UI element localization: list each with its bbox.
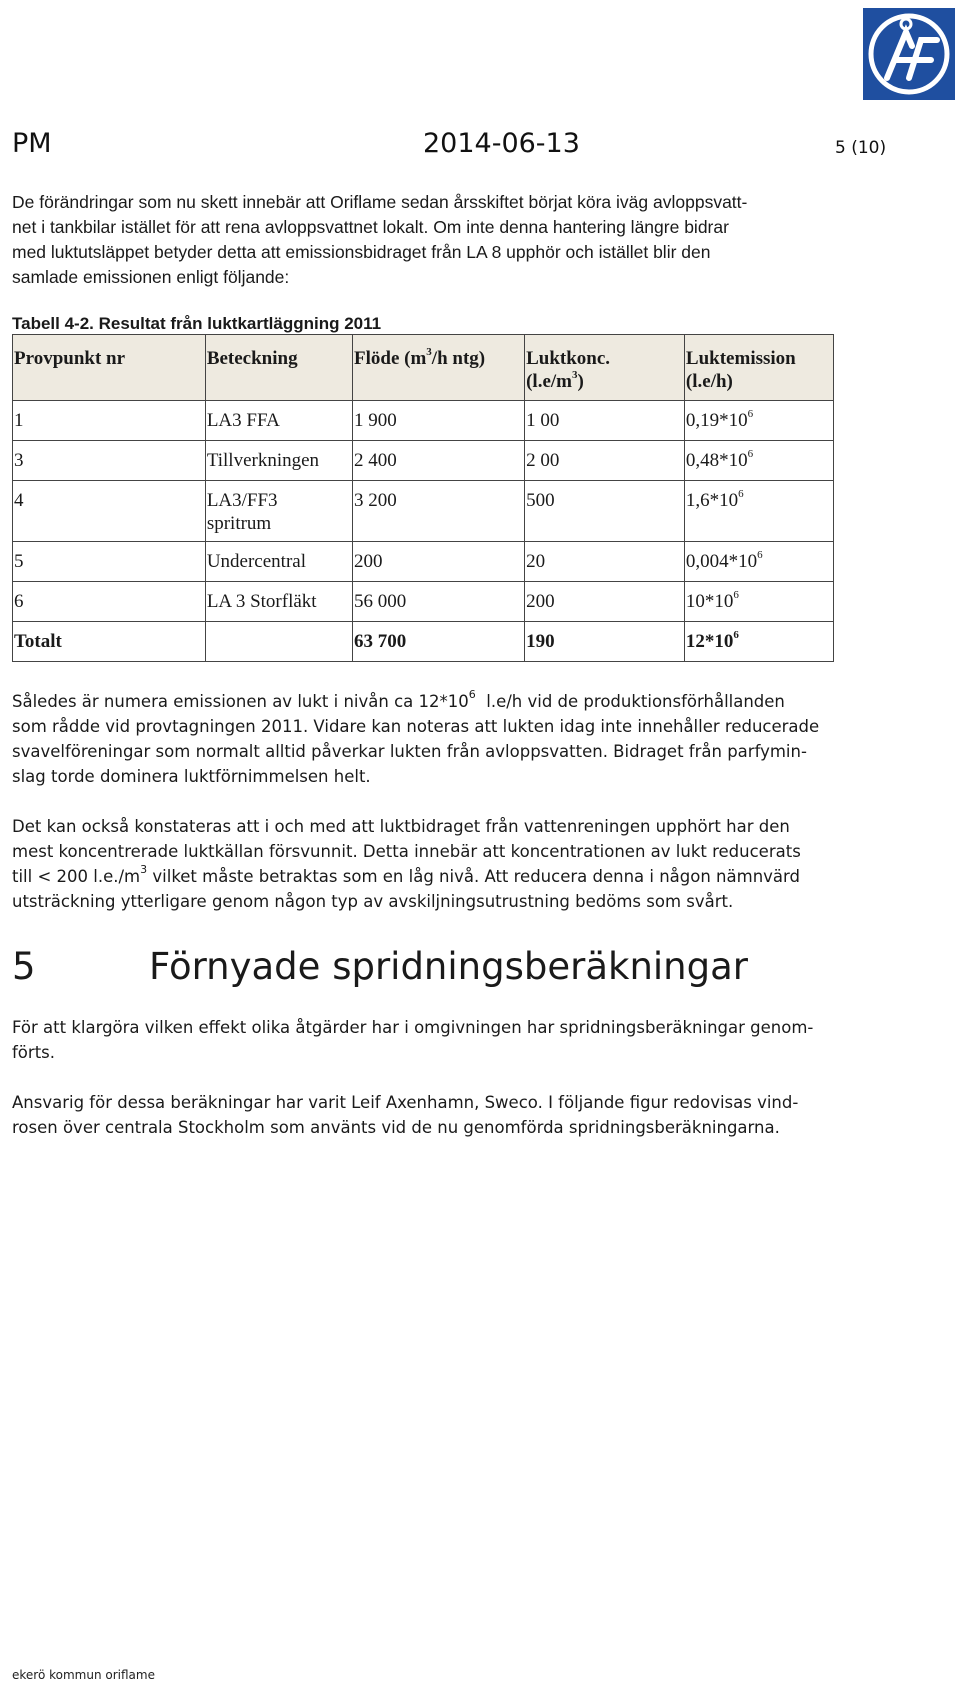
purpose-paragraph [12, 1015, 832, 1065]
col-header-flode: Flöde ($m^3/h$ ntg) [353, 335, 525, 401]
cell-flow: 200 [353, 542, 525, 582]
cell-conc: 2 00 [525, 441, 685, 481]
cell-total-label: Totalt [13, 622, 206, 662]
odor-results-table [12, 334, 834, 662]
document-date: 2014-06-13 [423, 128, 580, 159]
page-number: 5 (10) [835, 138, 887, 158]
paragraph-line: svavelföreningar som normalt alltid påverkar lukten från avloppsvatten. Bidraget från parfymin- [12, 742, 807, 761]
cell-conc: 1 00 [525, 401, 685, 441]
section-number: 5 [12, 945, 36, 988]
paragraph-line: Ansvarig för dessa beräkningar har varit Leif Axenhamn, Sweco. I följande figur redovisas vind- [12, 1093, 799, 1112]
cell-nr: 1 [13, 401, 206, 441]
paragraph-line: som rådde vid provtagningen 2011. Vidare kan noteras att lukten idag inte innehåller reducerade [12, 717, 820, 736]
paragraph-line: För att klargöra vilken effekt olika åtgärder har i omgivningen har spridningsberäkningar genom- [12, 1018, 814, 1037]
cell-flow: 1 900 [353, 401, 525, 441]
cell-conc: 500 [525, 481, 685, 542]
page-footer: ekerö kommun oriflame [12, 1668, 155, 1682]
table-row [13, 441, 834, 481]
intro-line: De förändringar som nu skett innebär att Oriflame sedan årsskiftet börjat köra iväg avloppsvatt- [12, 192, 748, 212]
table-caption: Tabell 4-2. Resultat från luktkartläggning 2011 [12, 314, 382, 333]
table-row [13, 582, 834, 622]
paragraph-line: rosen över centrala Stockholm som använts vid de nu genomförda spridningsberäkningarna. [12, 1118, 780, 1137]
intro-line: net i tankbilar istället för att rena avloppsvattnet lokalt. Om inte denna hantering längre bidrar [12, 217, 729, 237]
cell-total-conc: 190 [525, 622, 685, 662]
cell-nr: 6 [13, 582, 206, 622]
table-row [13, 401, 834, 441]
cell-flow: 3 200 [353, 481, 525, 542]
table-row [13, 542, 834, 582]
cell-name: LA3 FFA [205, 401, 352, 441]
table-row [13, 481, 834, 542]
col-header-luktkonc: Luktkonc. $(l.e/m^3)$ [525, 335, 685, 401]
paragraph-line: Det kan också konstateras att i och med att luktbidraget från vattenreningen upphört har den [12, 817, 790, 836]
cell-total-emission: $12*10^6$ [684, 622, 833, 662]
cell-empty [205, 622, 352, 662]
paragraph-line: utsträckning ytterligare genom någon typ av avskiljningsutrustning bedöms som svårt. [12, 892, 734, 911]
cell-conc: 20 [525, 542, 685, 582]
table-header-row [13, 335, 834, 401]
concentration-paragraph [12, 814, 832, 914]
col-header-luktemission: Luktemission (l.e/h) [684, 335, 833, 401]
cell-flow: 56 000 [353, 582, 525, 622]
cell-name: Tillverkningen [205, 441, 352, 481]
responsibility-paragraph [12, 1090, 832, 1140]
paragraph-line: mest koncentrerade luktkällan försvunnit. Detta innebär att koncentrationen av lukt reducerats [12, 842, 801, 861]
cell-name: LA 3 Storfläkt [205, 582, 352, 622]
intro-line: med luktutsläppet betyder detta att emissionsbidraget från LA 8 upphör och istället blir den [12, 242, 711, 262]
cell-emission: $0,48*10^6$ [684, 441, 833, 481]
cell-name: LA3/FF3 spritrum [205, 481, 352, 542]
cell-emission: $0,19*10^6$ [684, 401, 833, 441]
cell-emission: $0,004*10^6$ [684, 542, 833, 582]
cell-name: Undercentral [205, 542, 352, 582]
paragraph-line: förts. [12, 1043, 55, 1062]
emission-summary-paragraph [12, 689, 832, 789]
paragraph-line: till < 200 $l.e./m^3$ vilket måste betraktas som en låg nivå. Att reducera denna i någon nämnvärd [12, 863, 801, 886]
intro-paragraph [12, 190, 832, 290]
af-logo [863, 8, 955, 100]
intro-line: samlade emissionen enligt följande: [12, 267, 290, 287]
col-header-beteckning: Beteckning [205, 335, 352, 401]
doc-type-label: PM [12, 128, 52, 159]
paragraph-line: slag torde dominera luktförnimmelsen helt. [12, 767, 371, 786]
cell-conc: 200 [525, 582, 685, 622]
cell-emission: $10*10^6$ [684, 582, 833, 622]
cell-nr: 3 [13, 441, 206, 481]
table-total-row [13, 622, 834, 662]
col-header-provpunkt: Provpunkt nr [13, 335, 206, 401]
cell-nr: 5 [13, 542, 206, 582]
cell-nr: 4 [13, 481, 206, 542]
paragraph-line: Således är numera emissionen av lukt i nivån ca $12*10^6$ l.e/h vid de produktionsförhållanden [12, 688, 785, 711]
cell-flow: 2 400 [353, 441, 525, 481]
section-title: Förnyade spridningsberäkningar [149, 945, 748, 988]
cell-emission: $1,6*10^6$ [684, 481, 833, 542]
cell-total-flow: 63 700 [353, 622, 525, 662]
